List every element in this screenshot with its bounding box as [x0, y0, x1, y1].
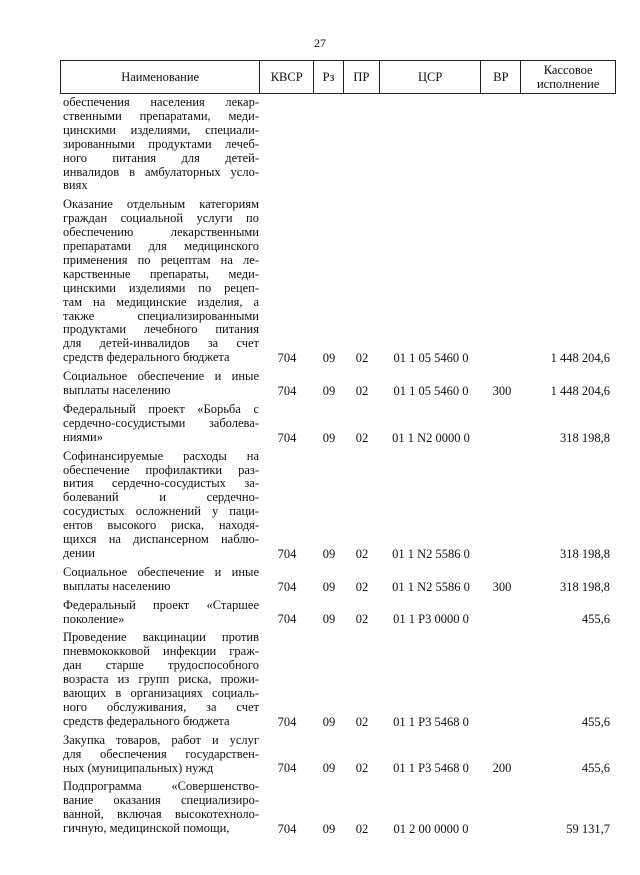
- page-number: 27: [314, 36, 326, 50]
- row-name-line: ентов высокого риска, находя-: [63, 518, 259, 533]
- row-name: [63, 734, 259, 776]
- cell-pr: 02: [355, 351, 369, 366]
- row-name-line: вития сердечно-сосудистых за-: [63, 476, 259, 491]
- cell-pr: 02: [355, 761, 369, 776]
- cell-kvsr: 704: [277, 351, 297, 366]
- row-name-line: ванной, включая высокотехноло-: [63, 807, 259, 822]
- row-name-line: Подпрограмма «Совершенство-: [63, 779, 259, 794]
- cell-kvsr: 704: [277, 430, 297, 445]
- row-name-line: щихся на диспансерном наблю-: [63, 532, 259, 547]
- row-name-line: Софинансируемые расходы на: [63, 448, 259, 463]
- row-name: [63, 450, 259, 561]
- cell-kvsr: 704: [277, 579, 297, 594]
- cell-pr: 02: [355, 579, 369, 594]
- cell-csr: 01 1 N2 5586 0: [392, 546, 470, 561]
- cell-vr: 300: [492, 383, 512, 398]
- row-name: [63, 403, 259, 445]
- row-name-line: цинскими изделиями по рецеп-: [63, 280, 259, 295]
- cell-pr: 02: [355, 714, 369, 729]
- row-name-line: продуктами лечебного питания: [63, 322, 259, 337]
- cell-sum: 455,6: [581, 612, 610, 627]
- row-name-line: болеваний и сердечно-: [63, 490, 259, 505]
- cell-rz: 09: [322, 579, 336, 594]
- header-pr: ПР: [344, 61, 380, 93]
- cell-csr: 01 1 P3 5468 0: [393, 714, 469, 729]
- cell-vr: 200: [492, 761, 512, 776]
- cell-csr: 01 1 05 5460 0: [393, 351, 469, 366]
- row-name-line: цинскими изделиями, специали-: [63, 122, 259, 137]
- row-name: [63, 631, 259, 728]
- row-name-line: также специализированными: [63, 308, 259, 323]
- cell-pr: 02: [355, 430, 369, 445]
- cell-sum: 1 448 204,6: [550, 351, 610, 366]
- row-name: [63, 566, 259, 594]
- row-name-line: гичную, медицинской помощи,: [63, 821, 230, 836]
- row-name-line: зированными продуктами лечеб-: [63, 136, 259, 151]
- cell-kvsr: 704: [277, 383, 297, 398]
- row-name-line: Федеральный проект «Борьба с: [63, 401, 259, 416]
- row-name-line: ных (муниципальных) нужд: [63, 760, 214, 775]
- cell-rz: 09: [322, 714, 336, 729]
- cell-pr: 02: [355, 546, 369, 561]
- cell-csr: 01 1 P3 0000 0: [393, 612, 469, 627]
- row-name-line: возраста из групп риска, прожи-: [63, 672, 259, 687]
- cell-sum: 59 131,7: [566, 822, 610, 837]
- cell-rz: 09: [322, 761, 336, 776]
- row-name-line: виях: [63, 178, 88, 193]
- row-name-line: обеспечению лекарственными: [63, 225, 259, 240]
- cell-pr: 02: [355, 383, 369, 398]
- cell-sum: 455,6: [581, 714, 610, 729]
- header-kvsr: КВСР: [260, 61, 314, 93]
- row-name-line: средств федерального бюджета: [63, 350, 230, 365]
- row-name: [63, 198, 259, 365]
- cell-csr: 01 1 N2 5586 0: [392, 579, 470, 594]
- cell-kvsr: 704: [277, 822, 297, 837]
- row-name-line: вающих в организациях социаль-: [63, 686, 259, 701]
- row-name-line: ного обслуживания, за счет: [63, 699, 259, 714]
- header-rz: Рз: [314, 61, 344, 93]
- cell-rz: 09: [322, 822, 336, 837]
- row-name-line: ственными препаратами, меди-: [63, 108, 259, 123]
- cell-kvsr: 704: [277, 546, 297, 561]
- row-name-line: ниями»: [63, 429, 103, 444]
- cell-sum: 318 198,8: [560, 546, 610, 561]
- table-header: [60, 60, 616, 94]
- row-name-line: пневмококковой инфекции граж-: [63, 644, 259, 659]
- cell-rz: 09: [322, 612, 336, 627]
- header-sum: Кассовое исполнение: [536, 63, 600, 91]
- row-name: [63, 96, 259, 193]
- header-vr: ВР: [481, 61, 521, 93]
- row-name-line: инвалидов в амбулаторных усло-: [63, 164, 259, 179]
- cell-pr: 02: [355, 822, 369, 837]
- row-name-line: дан старше трудоспособного: [63, 658, 259, 673]
- header-csr: ЦСР: [380, 61, 482, 93]
- cell-kvsr: 704: [277, 761, 297, 776]
- row-name-line: ного питания для детей-: [63, 150, 259, 165]
- cell-rz: 09: [322, 383, 336, 398]
- row-name-line: карственные препараты, меди-: [63, 266, 259, 281]
- cell-rz: 09: [322, 546, 336, 561]
- cell-rz: 09: [322, 351, 336, 366]
- cell-rz: 09: [322, 430, 336, 445]
- cell-kvsr: 704: [277, 612, 297, 627]
- row-name-line: для детей-инвалидов за счет: [63, 336, 259, 351]
- row-name-line: Оказание отдельным категориям: [63, 197, 259, 212]
- row-name-line: сосудистых осложнений у паци-: [63, 504, 259, 519]
- row-name-line: обеспечения населения лекар-: [63, 95, 259, 109]
- header-name: Наименование: [61, 61, 260, 93]
- budget-table: [60, 60, 616, 837]
- cell-sum: 318 198,8: [560, 579, 610, 594]
- cell-kvsr: 704: [277, 714, 297, 729]
- row-name-line: выплаты населению: [63, 383, 171, 397]
- cell-csr: 01 1 P3 5468 0: [393, 761, 469, 776]
- row-name-line: средств федерального бюджета: [63, 713, 230, 728]
- cell-csr: 01 1 05 5460 0: [393, 383, 469, 398]
- row-name-line: Закупка товаров, работ и услуг: [63, 732, 259, 747]
- row-name-line: Социальное обеспечение и иные: [63, 369, 259, 384]
- cell-pr: 02: [355, 612, 369, 627]
- row-name-line: Проведение вакцинации против: [63, 630, 259, 645]
- row-name-line: Федеральный проект «Старшее: [63, 597, 259, 612]
- row-name-line: для обеспечения государствен-: [63, 746, 259, 761]
- row-name-line: поколение»: [63, 611, 125, 626]
- row-name: [63, 780, 259, 836]
- row-name-line: дении: [63, 545, 95, 560]
- row-name-line: применения по рецептам на ле-: [63, 252, 259, 267]
- cell-vr: 300: [492, 579, 512, 594]
- cell-csr: 01 2 00 0000 0: [393, 822, 469, 837]
- row-name-line: обеспечение профилактики раз-: [63, 462, 259, 477]
- cell-sum: 455,6: [581, 761, 610, 776]
- row-name: [63, 599, 259, 627]
- row-name-line: вание оказания специализиро-: [63, 793, 259, 808]
- row-name: [63, 370, 259, 398]
- row-name-line: Социальное обеспечение и иные: [63, 564, 259, 579]
- row-name-line: граждан социальной услуги по: [63, 211, 259, 226]
- row-name-line: препаратами для медицинского: [63, 239, 259, 254]
- cell-csr: 01 1 N2 0000 0: [392, 430, 470, 445]
- row-name-line: там на медицинские изделия, а: [63, 294, 259, 309]
- cell-sum: 318 198,8: [560, 430, 610, 445]
- row-name-line: выплаты населению: [63, 578, 171, 593]
- cell-sum: 1 448 204,6: [550, 383, 610, 398]
- row-name-line: сердечно-сосудистыми заболева-: [63, 415, 259, 430]
